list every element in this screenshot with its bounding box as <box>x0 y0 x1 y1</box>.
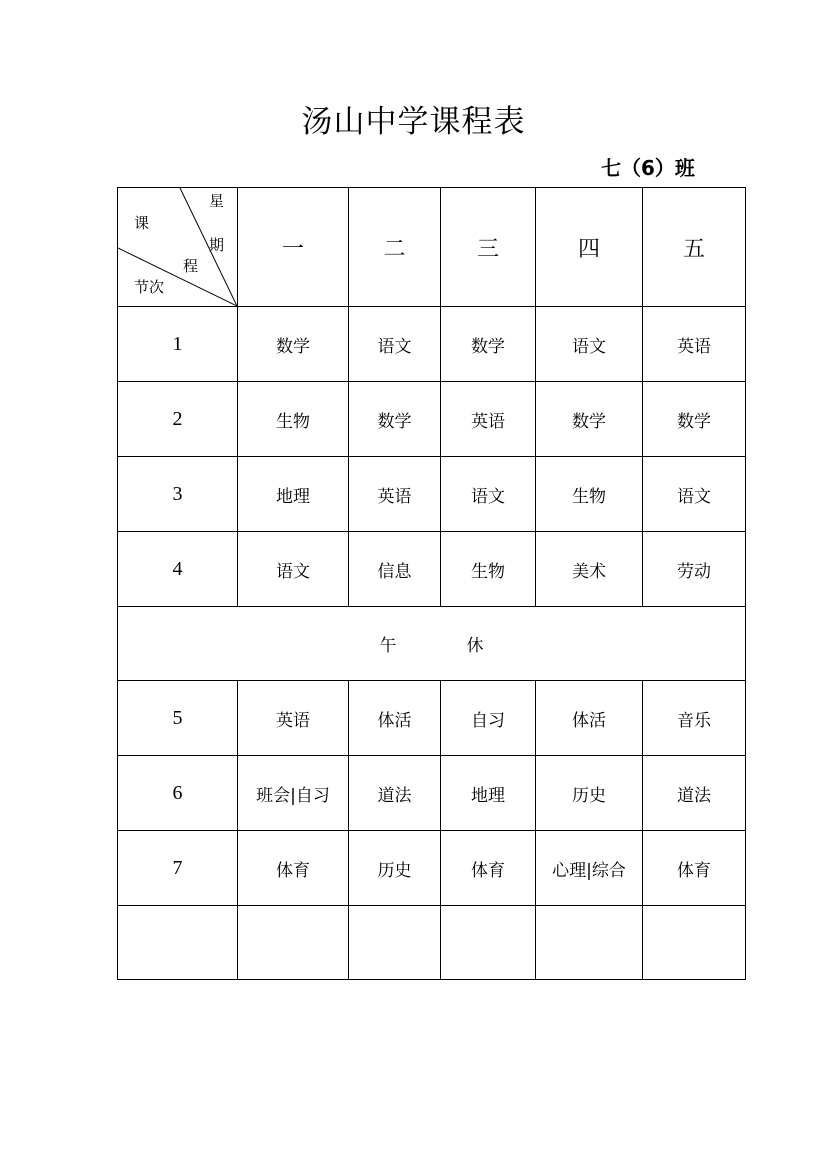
class-cell: 体活 <box>349 681 441 756</box>
class-cell: 体育 <box>238 831 349 906</box>
table-row <box>118 307 746 382</box>
lunch-label-b: 休 <box>466 636 484 656</box>
class-cell: 生物 <box>441 532 536 607</box>
table-row <box>118 906 746 980</box>
period-number: 2 <box>118 382 238 457</box>
period-number: 1 <box>118 307 238 382</box>
timetable <box>117 187 746 980</box>
period-number: 5 <box>118 681 238 756</box>
class-cell: 劳动 <box>643 532 746 607</box>
class-cell: 体育 <box>441 831 536 906</box>
class-cell: 英语 <box>349 457 441 532</box>
class-cell: 数学 <box>643 382 746 457</box>
class-cell: 地理 <box>441 756 536 831</box>
class-cell: 自习 <box>441 681 536 756</box>
day-header: 一 <box>238 188 349 307</box>
lunch-label-a: 午 <box>379 636 397 656</box>
lunch-row <box>118 607 746 681</box>
table-row <box>118 457 746 532</box>
corner-ke: 课 <box>134 214 150 232</box>
table-row <box>118 756 746 831</box>
class-cell: 体活 <box>536 681 643 756</box>
class-cell: 美术 <box>536 532 643 607</box>
class-cell <box>441 906 536 980</box>
corner-cell <box>118 188 238 307</box>
class-cell: 语文 <box>536 307 643 382</box>
period-number <box>118 906 238 980</box>
day-header: 三 <box>441 188 536 307</box>
class-cell <box>238 906 349 980</box>
table-row <box>118 831 746 906</box>
period-number: 7 <box>118 831 238 906</box>
class-cell: 语文 <box>238 532 349 607</box>
class-cell: 班会|自习 <box>238 756 349 831</box>
class-cell: 英语 <box>441 382 536 457</box>
class-cell: 地理 <box>238 457 349 532</box>
class-cell: 数学 <box>441 307 536 382</box>
class-cell: 数学 <box>349 382 441 457</box>
period-number: 4 <box>118 532 238 607</box>
class-cell <box>536 906 643 980</box>
table-row <box>118 382 746 457</box>
corner-xing: 星 <box>209 192 225 210</box>
class-cell: 信息 <box>349 532 441 607</box>
header-row <box>118 188 746 307</box>
day-header: 五 <box>643 188 746 307</box>
period-number: 3 <box>118 457 238 532</box>
corner-qi: 期 <box>209 236 225 254</box>
class-cell <box>349 906 441 980</box>
class-cell: 道法 <box>643 756 746 831</box>
period-number: 6 <box>118 756 238 831</box>
class-cell: 体育 <box>643 831 746 906</box>
class-cell: 语文 <box>441 457 536 532</box>
class-cell: 数学 <box>536 382 643 457</box>
class-cell: 英语 <box>238 681 349 756</box>
class-cell: 语文 <box>349 307 441 382</box>
class-cell: 历史 <box>349 831 441 906</box>
table-row <box>118 532 746 607</box>
class-cell <box>643 906 746 980</box>
class-cell: 生物 <box>238 382 349 457</box>
class-cell: 数学 <box>238 307 349 382</box>
day-header: 四 <box>536 188 643 307</box>
day-header: 二 <box>349 188 441 307</box>
class-cell: 生物 <box>536 457 643 532</box>
corner-cheng: 程 <box>183 257 199 275</box>
class-cell: 语文 <box>643 457 746 532</box>
class-cell: 道法 <box>349 756 441 831</box>
class-label: 七（6）班 <box>601 156 695 180</box>
page-title: 汤山中学课程表 <box>301 104 526 140</box>
class-cell: 英语 <box>643 307 746 382</box>
lunch-break-cell <box>118 607 746 681</box>
table-row <box>118 681 746 756</box>
class-cell: 心理|综合 <box>536 831 643 906</box>
class-cell: 历史 <box>536 756 643 831</box>
class-cell: 音乐 <box>643 681 746 756</box>
corner-jieci: 节次 <box>134 278 165 296</box>
